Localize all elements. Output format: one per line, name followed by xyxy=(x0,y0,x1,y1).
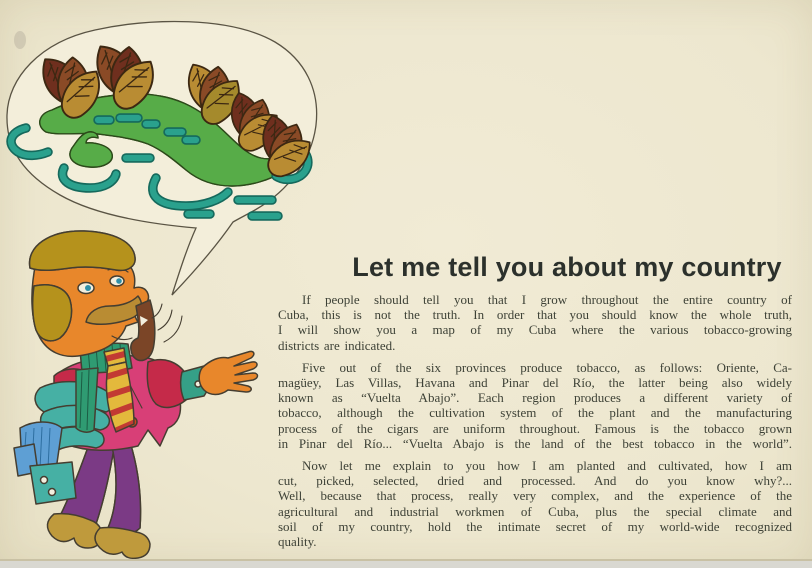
text-line: tobacco, although the cultivation system of the plant and the manufacturing xyxy=(278,405,792,421)
paragraph xyxy=(278,458,792,549)
cape-button xyxy=(49,489,56,496)
paper-stain xyxy=(14,31,26,49)
text-line: in Pinar del Río... “Vuelta Abajo is the land of the best tobacco in the world”. xyxy=(278,435,792,451)
extended-hand xyxy=(199,351,257,394)
hair-hatching xyxy=(30,231,136,270)
text-line: known as “Vuelta Abajo”. Each region produces a different variety of xyxy=(278,390,792,406)
page-title: Let me tell you about my country xyxy=(352,252,782,282)
text-line: cut, picked, selected, dried and processed. And do you know why?... xyxy=(278,473,792,489)
right-shoe xyxy=(95,528,150,559)
text-line: If people should tell you that I grow throughout the entire country of xyxy=(302,292,792,307)
text-line: process of the cigars are uniform throughout. Famous is the tobacco grown xyxy=(278,420,792,436)
text-line: magüey, Las Villas, Havana and Pinar del Río, the latter being also widely xyxy=(278,375,792,391)
tobacco-man xyxy=(14,231,258,558)
paragraph xyxy=(278,292,792,353)
text-line: quality. xyxy=(278,534,317,550)
left-iris xyxy=(85,285,91,291)
text-column xyxy=(278,252,792,556)
text-line: Five out of the six provinces produce tobacco, as follows: Oriente, Ca- xyxy=(302,359,792,375)
text-line: Now let me explain to you how I am planted and cultivated, how I am xyxy=(302,458,792,474)
text-line: districts are indicated. xyxy=(278,337,396,353)
sideburn-hatching xyxy=(33,285,72,341)
cape-button xyxy=(41,477,48,484)
text-line: I will show you a map of my Cuba where the various tobacco-growing xyxy=(278,322,792,338)
paragraph xyxy=(278,360,792,451)
text-line: soil of my country, hold the intimate secret of my world-wide recognized xyxy=(278,518,792,534)
right-iris xyxy=(116,278,122,284)
text-line: Well, because that process, really very complex, and the experience of the xyxy=(278,488,792,504)
text-line: agricultural and industrial workmen of Cuba, plus the special climate and xyxy=(278,503,792,519)
text-line: Cuba, this is not the truth. In order that you should know the whole truth, xyxy=(278,307,792,323)
scan-bottom-edge xyxy=(0,559,812,568)
cape-pocket xyxy=(30,462,76,504)
smoke-puffs xyxy=(152,304,182,342)
